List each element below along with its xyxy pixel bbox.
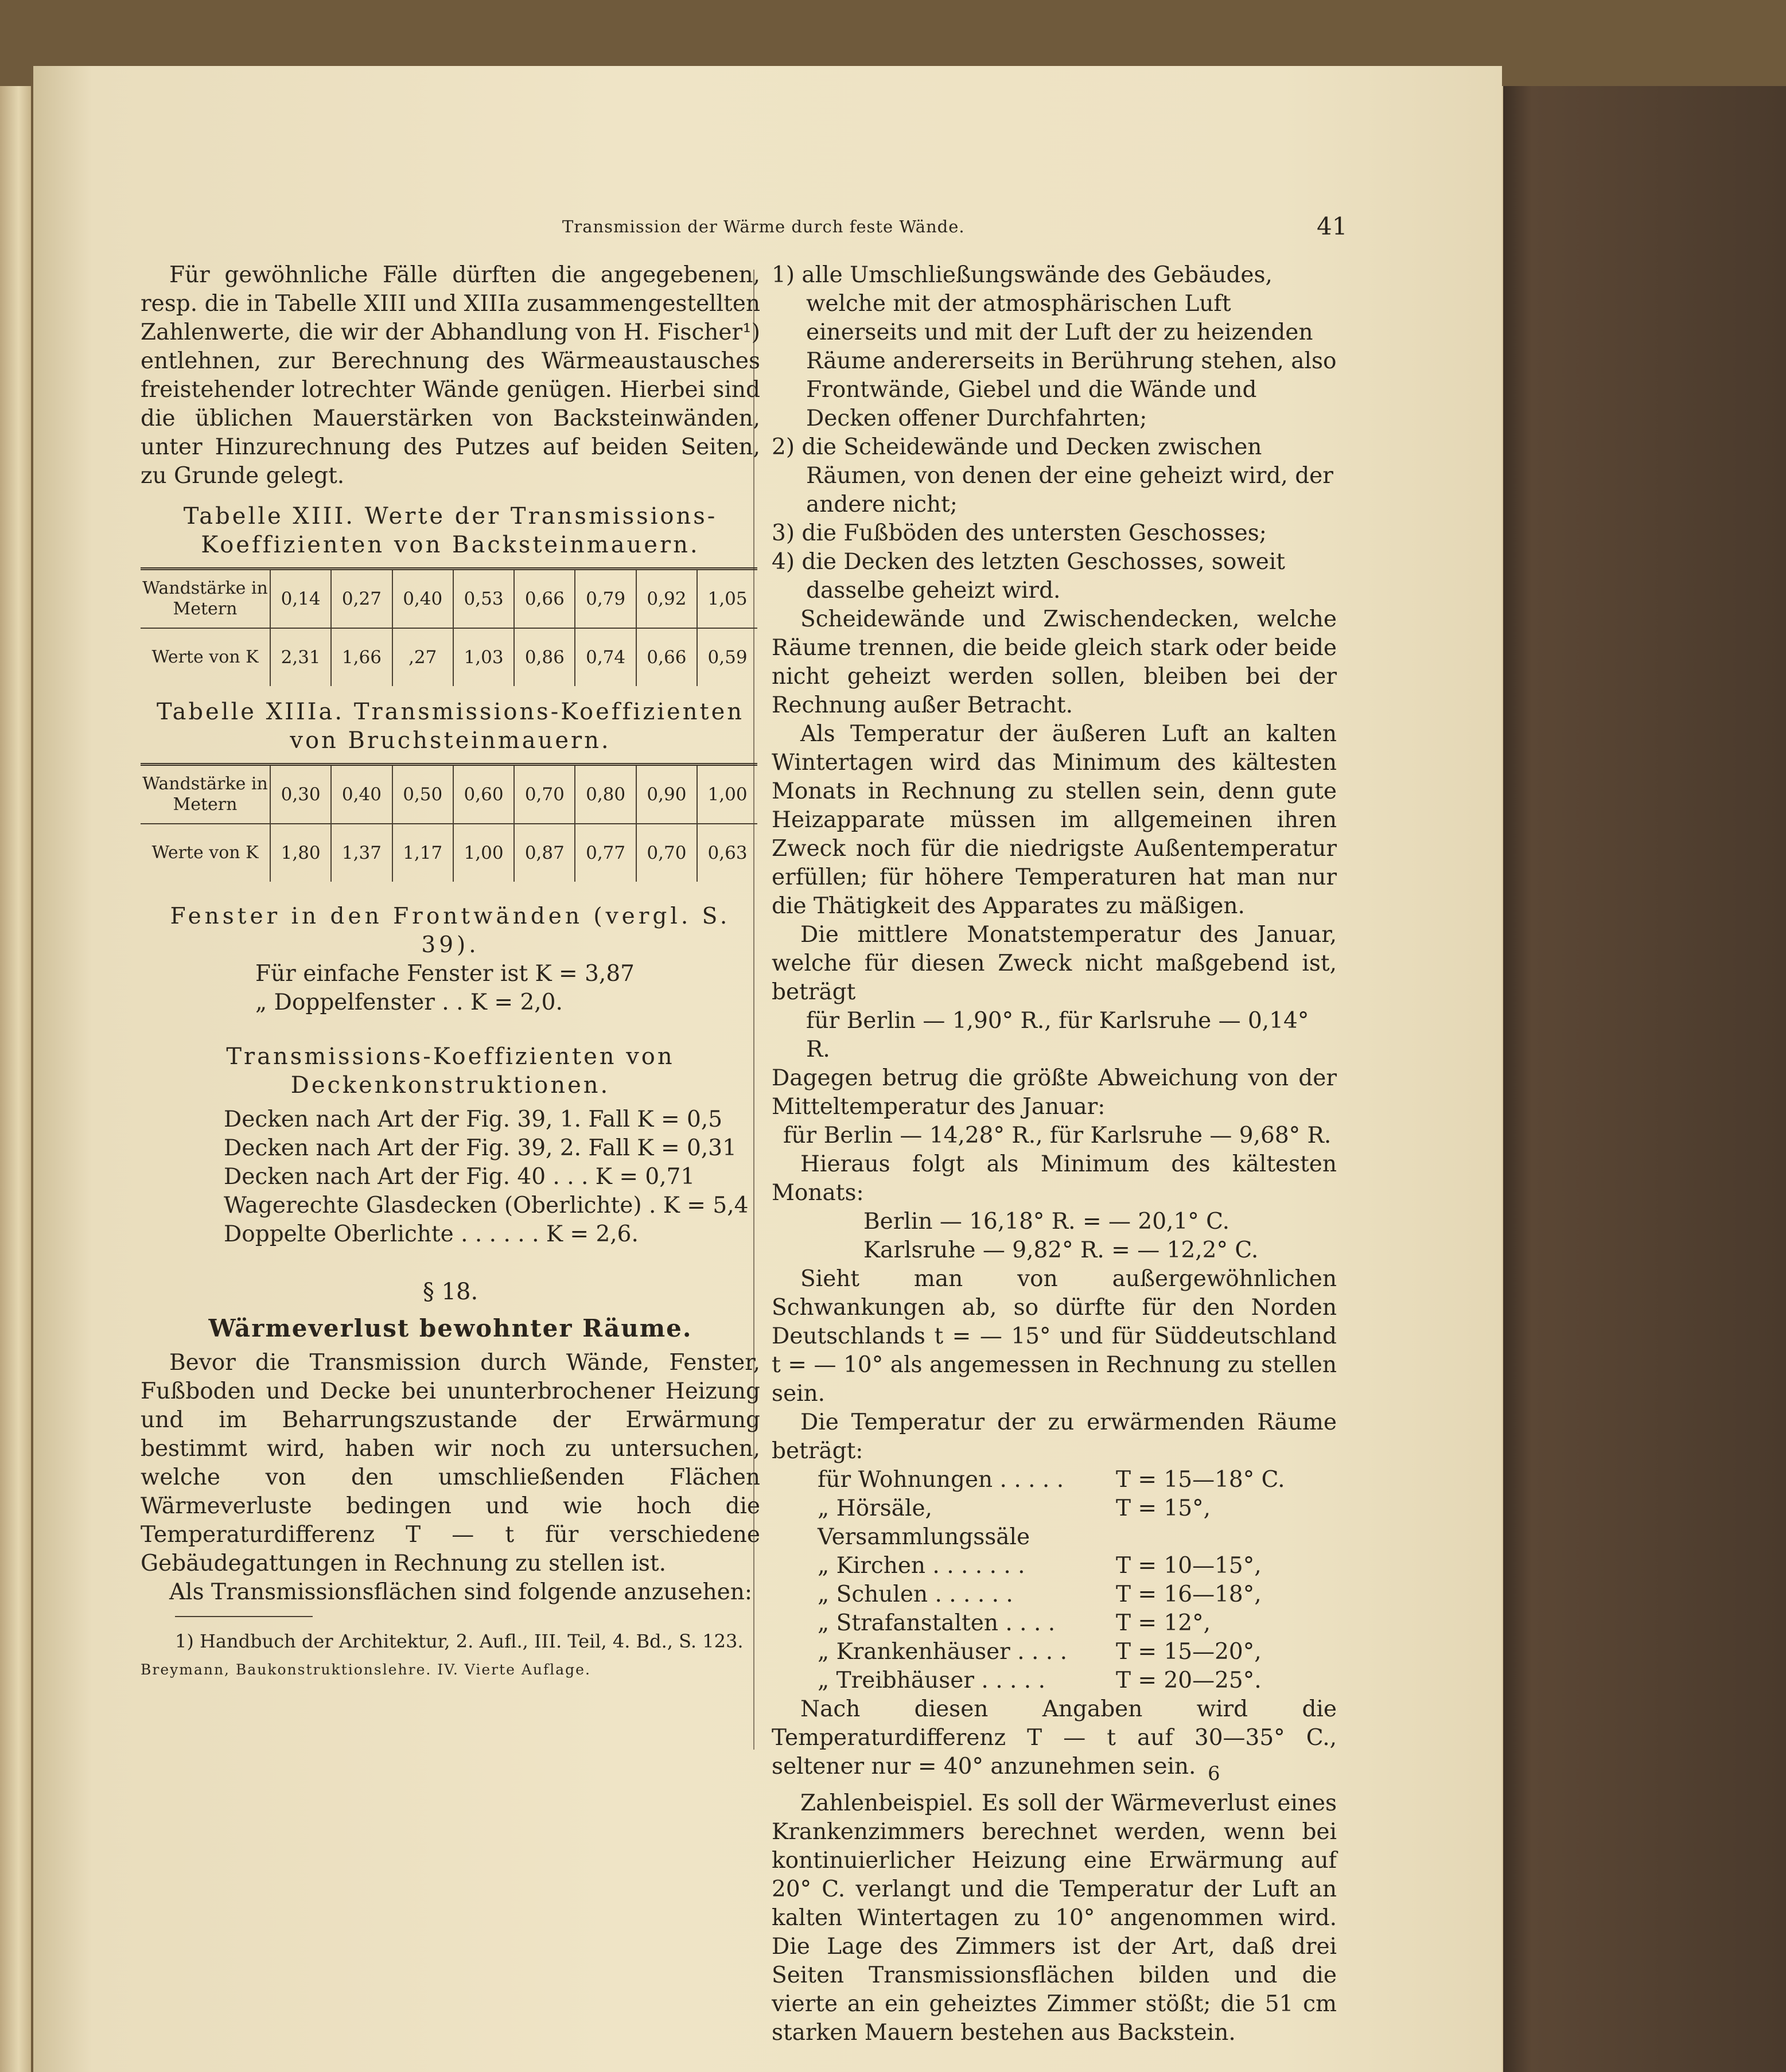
list-item: Decken nach Art der Fig. 39, 1. Fall K = 0,5	[224, 1107, 723, 1132]
formula-line: Berlin — 16,18° R. = — 20,1° C.	[863, 1209, 1229, 1234]
temp-value: T = 12°,	[1116, 1610, 1211, 1636]
list-item: 4) die Decken des letzten Geschosses, soweit dasselbe geheizt wird.	[772, 549, 1285, 603]
footnote-rule	[175, 1616, 313, 1617]
paragraph: Sieht man von außergewöhnlichen Schwankungen ab, so dürfte für den Norden Deutschlands t = — 15° und für Süddeutschland t = — 10° als angemessen in Rechnung zu stellen sein.	[772, 1266, 1337, 1407]
table-cell: 0,40	[331, 765, 392, 824]
previous-page-edge	[0, 86, 31, 2072]
list-item: Doppelte Oberlichte . . . . . . K = 2,6.	[224, 1221, 639, 1247]
list-item: Decken nach Art der Fig. 39, 2. Fall K = 0,31	[224, 1135, 737, 1161]
table-cell: 0,53	[453, 569, 514, 629]
table-cell: 1,66	[331, 628, 392, 686]
temp-label: für Wohnungen . . . . .	[818, 1467, 1064, 1493]
paragraph: Hieraus folgt als Minimum des kältesten Monats:	[772, 1151, 1337, 1206]
table-cell: 1,17	[392, 824, 453, 882]
table-row-label: Wandstärke in Metern	[142, 774, 268, 815]
table-cell: 2,31	[270, 628, 331, 686]
temp-label: „ Schulen . . . . . .	[818, 1582, 1013, 1607]
table-row-label: Wandstärke in Metern	[142, 578, 268, 619]
table-cell: 0,14	[270, 569, 331, 629]
temperature-list	[772, 1466, 1337, 1695]
table-cell: 0,50	[392, 765, 453, 824]
formula-line: für Berlin — 14,28° R., für Karlsruhe — 9,68° R.	[783, 1123, 1332, 1148]
table13a-caption: Tabelle XIIIa. Transmissions-Koeffizienten von Bruchsteinmauern.	[157, 699, 744, 754]
temp-value: T = 10—15°,	[1116, 1553, 1262, 1579]
list-item: Wagerechte Glasdecken (Oberlichte) . K = 5,4	[224, 1193, 749, 1218]
list-item	[818, 1466, 1337, 1494]
table-cell: 1,00	[697, 765, 757, 824]
table-cell: 0,60	[453, 765, 514, 824]
table-cell: 0,70	[514, 765, 575, 824]
temp-label: „ Hörsäle, Versammlungssäle	[818, 1495, 1030, 1550]
table13-caption: Tabelle XIII. Werte der Transmissions-Koeffizienten von Backsteinmauern.	[183, 503, 718, 558]
table-row	[141, 628, 757, 686]
signature-mark: 6	[1208, 1762, 1220, 1785]
temp-value: T = 16—18°,	[1116, 1582, 1262, 1607]
table-cell: 1,37	[331, 824, 392, 882]
running-title: Transmission der Wärme durch feste Wände.	[562, 217, 965, 236]
page-number: 41	[1317, 212, 1348, 240]
formula-line: Karlsruhe — 9,82° R. = — 12,2° C.	[863, 1237, 1259, 1263]
table-cell: 0,70	[636, 824, 697, 882]
section-paragraph: Bevor die Transmission durch Wände, Fenster, Fußboden und Decke bei ununterbrochener Heizung und im Beharrungszustande der Erwärmung bestimmt wird, haben wir noch zu untersuchen, welche von den umschließenden Flächen Wärmeverluste bedingen und wie hoch die Temperaturdifferenz T — t für verschiedene Gebäudegattungen in Rechnung zu stellen ist.	[141, 1350, 760, 1576]
list-item	[818, 1666, 1337, 1695]
table-row-label: Werte von K	[141, 628, 270, 686]
table-cell: 0,63	[697, 824, 757, 882]
left-column	[141, 261, 760, 1682]
temp-value: T = 20—25°.	[1116, 1668, 1262, 1693]
windows-line-double: „ Doppelfenster . . K = 2,0.	[255, 990, 563, 1015]
table-cell: 0,30	[270, 765, 331, 824]
list-item	[818, 1638, 1337, 1666]
table-cell: 1,80	[270, 824, 331, 882]
ceilings-list	[141, 1105, 760, 1249]
temp-label: „ Kirchen . . . . . . .	[818, 1553, 1025, 1579]
paragraph: Als Temperatur der äußeren Luft an kalten Wintertagen wird das Minimum des kältesten Monats in Rechnung zu stellen sein, denn gute Heizapparate müssen im allgemeinen ihren Zweck noch für die niedrigste Außentemperatur erfüllen; für höhere Temperaturen hat man nur die Thätigkeit des Apparates zu mäßigen.	[772, 721, 1337, 919]
paragraph: Scheidewände und Zwischendecken, welche Räume trennen, die beide gleich stark oder beide nicht geheizt werden sollen, bleiben bei der Rechnung außer Betracht.	[772, 606, 1337, 718]
paragraph: Die mittlere Monatstemperatur des Januar, welche für diesen Zweck nicht maßgebend ist, beträgt	[772, 922, 1337, 1005]
table-cell: 1,03	[453, 628, 514, 686]
table-cell: 0,66	[514, 569, 575, 629]
section-number: § 18.	[422, 1279, 478, 1305]
table-cell: 0,77	[575, 824, 636, 882]
table-cell: 0,74	[575, 628, 636, 686]
temp-label: „ Treibhäuser . . . . .	[818, 1668, 1045, 1693]
table-cell: 1,00	[453, 824, 514, 882]
table-cell: 0,66	[636, 628, 697, 686]
table-cell: 0,40	[392, 569, 453, 629]
list-item	[818, 1580, 1337, 1609]
list-item	[818, 1494, 1337, 1552]
table-cell: 0,59	[697, 628, 757, 686]
temp-value: T = 15—20°,	[1116, 1639, 1262, 1665]
list-item	[818, 1552, 1337, 1580]
right-column	[772, 261, 1337, 2047]
paragraph: Dagegen betrug die größte Abweichung von der Mitteltemperatur des Januar:	[772, 1065, 1337, 1120]
table-cell: 0,80	[575, 765, 636, 824]
table-cell: ,27	[392, 628, 453, 686]
temp-value: T = 15—18° C.	[1116, 1467, 1285, 1493]
section-paragraph: Als Transmissionsflächen sind folgende anzusehen:	[169, 1579, 753, 1605]
table-row	[141, 569, 757, 629]
page-header	[0, 212, 1786, 247]
list-item	[818, 1609, 1337, 1638]
table13a	[141, 763, 757, 882]
table-cell: 0,27	[331, 569, 392, 629]
windows-line-single: Für einfache Fenster ist K = 3,87	[255, 961, 635, 987]
temp-value: T = 15°,	[1116, 1495, 1211, 1521]
table-cell: 0,87	[514, 824, 575, 882]
list-item: 3) die Fußböden des untersten Geschosses;	[772, 520, 1267, 546]
table13	[141, 567, 757, 686]
table-cell: 1,05	[697, 569, 757, 629]
table-row-label: Werte von K	[141, 824, 270, 882]
example-paragraph: Zahlenbeispiel. Es soll der Wärmeverlust eines Krankenzimmers berechnet werden, wenn bei kontinuierlicher Heizung eine Erwärmung auf 20° C. verlangt und die Temperatur der Luft an kalten Wintertagen zu 10° angenommen wird. Die Lage des Zimmers ist der Art, daß drei Seiten Transmissionsflächen bilden und die vierte an ein geheiztes Zimmer stößt; die 51 cm starken Mauern bestehen aus Backstein.	[772, 1790, 1337, 2046]
imprint: Breymann, Baukonstruktionslehre. IV. Vierte Auflage.	[141, 1661, 591, 1678]
temp-label: „ Krankenhäuser . . . .	[818, 1639, 1067, 1665]
table-row	[141, 824, 757, 882]
footnote: 1) Handbuch der Architektur, 2. Aufl., III. Teil, 4. Bd., S. 123.	[175, 1630, 744, 1652]
paragraph: Die Temperatur der zu erwärmenden Räume beträgt:	[772, 1409, 1337, 1464]
table-cell: 0,92	[636, 569, 697, 629]
temp-label: „ Strafanstalten . . . .	[818, 1610, 1056, 1636]
table-row	[141, 765, 757, 824]
list-item: 1) alle Umschließungswände des Gebäudes, welche mit der atmosphärischen Luft einerseits und mit der Luft der zu heizenden Räume andererseits in Berührung stehen, also Frontwände, Giebel und die Wände und Decken offener Durchfahrten;	[772, 262, 1337, 431]
table-cell: 0,86	[514, 628, 575, 686]
ceilings-heading: Transmissions-Koeffizienten von Deckenkonstruktionen.	[226, 1043, 675, 1099]
book-cover	[1503, 86, 1786, 2072]
table-cell: 0,79	[575, 569, 636, 629]
intro-paragraph: Für gewöhnliche Fälle dürften die angegebenen, resp. die in Tabelle XIII und XIIIa zusammengestellten Zahlenwerte, die wir der Abhandlung von H. Fischer¹) entlehnen, zur Berechnung des Wärmeaustausches freistehender lotrechter Wände genügen. Hierbei sind die üblichen Mauerstärken von Backsteinwänden, unter Hinzurechnung des Putzes auf beiden Seiten, zu Grunde gelegt.	[141, 262, 760, 489]
table-cell: 0,90	[636, 765, 697, 824]
paragraph: Nach diesen Angaben wird die Temperaturdifferenz T — t auf 30—35° C., seltener nur = 40° anzunehmen sein.	[772, 1696, 1337, 1779]
section-title: Wärmeverlust bewohnter Räume.	[208, 1314, 692, 1342]
windows-heading: Fenster in den Frontwänden (vergl. S. 39).	[170, 903, 731, 958]
list-item: 2) die Scheidewände und Decken zwischen Räumen, von denen der eine geheizt wird, der andere nicht;	[772, 434, 1333, 517]
formula-line: für Berlin — 1,90° R., für Karlsruhe — 0,14° R.	[806, 1008, 1309, 1062]
list-item: Decken nach Art der Fig. 40 . . . K = 0,71	[224, 1164, 695, 1190]
